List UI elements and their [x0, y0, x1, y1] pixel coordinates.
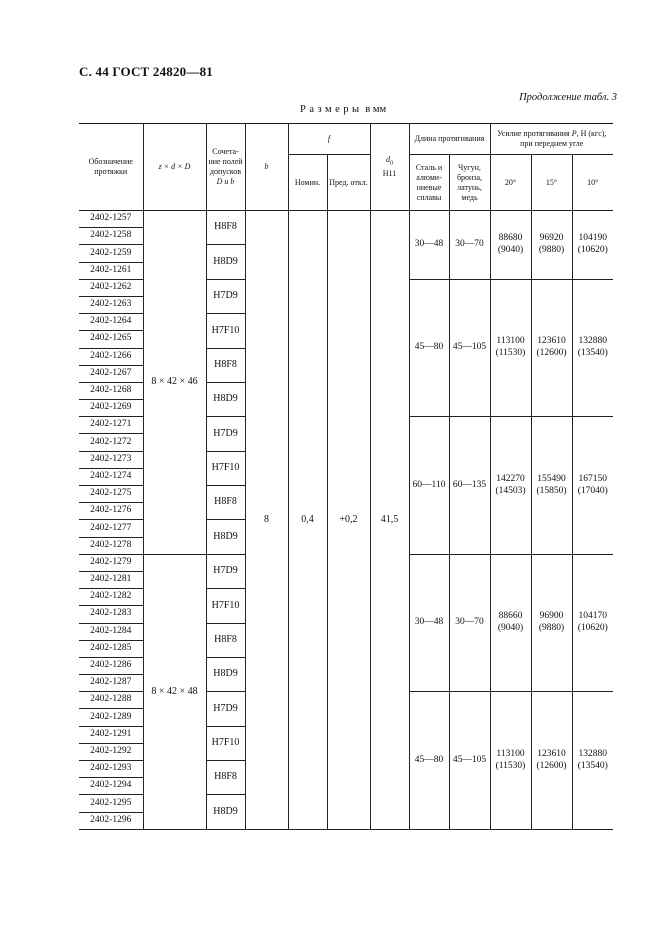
broach-dimensions-table: [79, 123, 613, 830]
force-kgf: (9040): [497, 244, 524, 255]
designation-cell: 2402-1274: [79, 468, 143, 485]
designation-cell: 2402-1262: [79, 279, 143, 296]
designation-cell: 2402-1269: [79, 400, 143, 417]
designation-cell: 2402-1265: [79, 331, 143, 348]
designation-cell: 2402-1282: [79, 589, 143, 606]
units-caption-word: Размеры: [300, 104, 363, 115]
designation-cell: 2402-1289: [79, 709, 143, 726]
tolerance-cell: H8D9: [206, 795, 245, 829]
designation-cell: 2402-1295: [79, 795, 143, 812]
designation-cell: 2402-1267: [79, 365, 143, 382]
force-kgf: (13540): [577, 760, 608, 771]
col-angle-20: 20°: [490, 155, 531, 211]
designation-cell: 2402-1281: [79, 571, 143, 588]
length-iron-cell: 60—135: [449, 417, 490, 555]
force-newton: 88660: [498, 611, 523, 622]
force-kgf: (10620): [577, 244, 608, 255]
force-kgf: (9880): [538, 244, 565, 255]
tolerance-cell: H8D9: [206, 520, 245, 554]
col-force-p: P: [571, 129, 577, 138]
force-20-cell: [490, 211, 531, 280]
designation-cell: 2402-1292: [79, 743, 143, 760]
force-15-cell: [531, 692, 572, 830]
b-cell: 8: [245, 211, 288, 830]
length-iron-cell: 30—70: [449, 554, 490, 692]
col-length-iron: Чугун, бронза, латунь, медь: [449, 155, 490, 211]
force-newton: 96900: [539, 611, 564, 622]
force-newton: 113100: [496, 336, 525, 347]
col-length-steel: Сталь и алюми-ниевые сплавы: [409, 155, 449, 211]
table-continuation-note: Продолжение табл. 3: [519, 92, 617, 103]
col-tolerance-label: Сочета-ние полей допусков: [208, 147, 243, 176]
col-b: b: [245, 124, 288, 211]
tolerance-cell: H8F8: [206, 211, 245, 245]
force-kgf: (9040): [497, 623, 524, 633]
force-10-cell: [572, 554, 613, 692]
col-d0-subscript: 0: [390, 161, 393, 168]
force-10-cell: [572, 417, 613, 555]
f-nominal-cell: 0,4: [288, 211, 327, 830]
designation-cell: 2402-1275: [79, 486, 143, 503]
designation-cell: 2402-1271: [79, 417, 143, 434]
force-10-cell: [572, 211, 613, 280]
force-15-cell: [531, 554, 572, 692]
force-newton: 123610: [537, 748, 566, 759]
col-zdD: z × d × D: [143, 124, 206, 211]
tolerance-cell: H8F8: [206, 761, 245, 795]
designation-cell: 2402-1263: [79, 296, 143, 313]
designation-cell: 2402-1257: [79, 211, 143, 228]
force-newton: 167150: [578, 473, 607, 484]
col-d0-symbol: d: [386, 155, 390, 165]
tolerance-cell: H7F10: [206, 314, 245, 348]
force-kgf: (15850): [536, 485, 567, 496]
force-10-cell: [572, 279, 613, 417]
force-kgf: (9880): [538, 623, 565, 633]
tolerance-cell: H8F8: [206, 623, 245, 657]
designation-cell: 2402-1296: [79, 812, 143, 829]
col-tolerance-Db: D и b: [216, 177, 235, 186]
tolerance-cell: H8F8: [206, 348, 245, 382]
force-newton: 104170: [578, 611, 607, 622]
table-body: [79, 211, 613, 830]
length-iron-cell: 30—70: [449, 211, 490, 280]
force-newton: 96920: [539, 233, 564, 243]
col-length: Длина протягивания: [409, 124, 490, 155]
designation-cell: 2402-1279: [79, 554, 143, 571]
designation-cell: 2402-1268: [79, 382, 143, 399]
force-kgf: (10620): [577, 623, 608, 633]
tolerance-cell: H8F8: [206, 486, 245, 520]
designation-cell: 2402-1293: [79, 761, 143, 778]
designation-cell: 2402-1273: [79, 451, 143, 468]
designation-cell: 2402-1272: [79, 434, 143, 451]
col-angle-10: 10°: [572, 155, 613, 211]
units-caption: [300, 104, 386, 115]
force-20-cell: [490, 692, 531, 830]
force-kgf: (12600): [536, 760, 567, 771]
designation-cell: 2402-1259: [79, 245, 143, 262]
force-newton: 132880: [578, 336, 607, 347]
designation-cell: 2402-1277: [79, 520, 143, 537]
length-steel-cell: 45—80: [409, 692, 449, 830]
d0-cell: 41,5: [370, 211, 409, 830]
force-10-cell: [572, 692, 613, 830]
zdD-cell: 8 × 42 × 46: [143, 211, 206, 555]
tolerance-cell: H7F10: [206, 589, 245, 623]
force-kgf: (12600): [536, 348, 567, 358]
tolerance-cell: H7F10: [206, 451, 245, 485]
col-force-a: Усилие протягивания: [497, 129, 572, 138]
designation-cell: 2402-1264: [79, 314, 143, 331]
force-kgf: (11530): [495, 348, 526, 358]
designation-cell: 2402-1285: [79, 640, 143, 657]
force-kgf: (14503): [495, 485, 526, 496]
force-15-cell: [531, 279, 572, 417]
force-newton: 132880: [578, 748, 607, 759]
tolerance-cell: H7D9: [206, 554, 245, 588]
designation-cell: 2402-1258: [79, 228, 143, 245]
page-header: С. 44 ГОСТ 24820—81: [79, 64, 213, 79]
col-d0-fit: H11: [382, 168, 397, 178]
tolerance-cell: H7D9: [206, 692, 245, 726]
force-newton: 123610: [537, 336, 566, 347]
designation-cell: 2402-1288: [79, 692, 143, 709]
col-designation: Обозначение протяжки: [79, 124, 143, 211]
col-f-deviation: Пред. откл.: [327, 155, 370, 211]
col-force-b: , Н (кгс), при переднем угле: [520, 129, 607, 148]
designation-cell: 2402-1276: [79, 503, 143, 520]
col-d0: [370, 124, 409, 211]
designation-cell: 2402-1294: [79, 778, 143, 795]
length-iron-cell: 45—105: [449, 692, 490, 830]
force-kgf: (17040): [577, 485, 608, 496]
force-newton: 155490: [537, 473, 566, 484]
zdD-cell: 8 × 42 × 48: [143, 554, 206, 829]
table-row: [79, 211, 613, 228]
units-caption-unit: в мм: [362, 104, 387, 115]
tolerance-cell: H7D9: [206, 279, 245, 313]
force-20-cell: [490, 279, 531, 417]
force-kgf: (11530): [495, 760, 526, 771]
designation-cell: 2402-1291: [79, 726, 143, 743]
tolerance-cell: H8D9: [206, 382, 245, 416]
force-newton: 142270: [496, 473, 525, 484]
force-20-cell: [490, 554, 531, 692]
designation-cell: 2402-1284: [79, 623, 143, 640]
designation-cell: 2402-1261: [79, 262, 143, 279]
force-15-cell: [531, 417, 572, 555]
length-steel-cell: 30—48: [409, 554, 449, 692]
tolerance-cell: H8D9: [206, 657, 245, 691]
tolerance-cell: H7F10: [206, 726, 245, 760]
force-newton: 113100: [496, 748, 525, 759]
force-kgf: (13540): [577, 348, 608, 358]
length-steel-cell: 45—80: [409, 279, 449, 417]
length-steel-cell: 30—48: [409, 211, 449, 280]
force-15-cell: [531, 211, 572, 280]
tolerance-cell: H8D9: [206, 245, 245, 279]
force-20-cell: [490, 417, 531, 555]
f-deviation-cell: +0,2: [327, 211, 370, 830]
col-f-nominal: Номин.: [288, 155, 327, 211]
designation-cell: 2402-1283: [79, 606, 143, 623]
col-angle-15: 15°: [531, 155, 572, 211]
length-steel-cell: 60—110: [409, 417, 449, 555]
designation-cell: 2402-1286: [79, 657, 143, 674]
designation-cell: 2402-1287: [79, 675, 143, 692]
tolerance-cell: H7D9: [206, 417, 245, 451]
designation-cell: 2402-1278: [79, 537, 143, 554]
col-f: f: [288, 124, 370, 155]
designation-cell: 2402-1266: [79, 348, 143, 365]
length-iron-cell: 45—105: [449, 279, 490, 417]
force-newton: 88680: [498, 233, 523, 243]
col-force: [490, 124, 613, 155]
force-newton: 104190: [578, 233, 607, 243]
col-tolerance-combination: [206, 124, 245, 211]
